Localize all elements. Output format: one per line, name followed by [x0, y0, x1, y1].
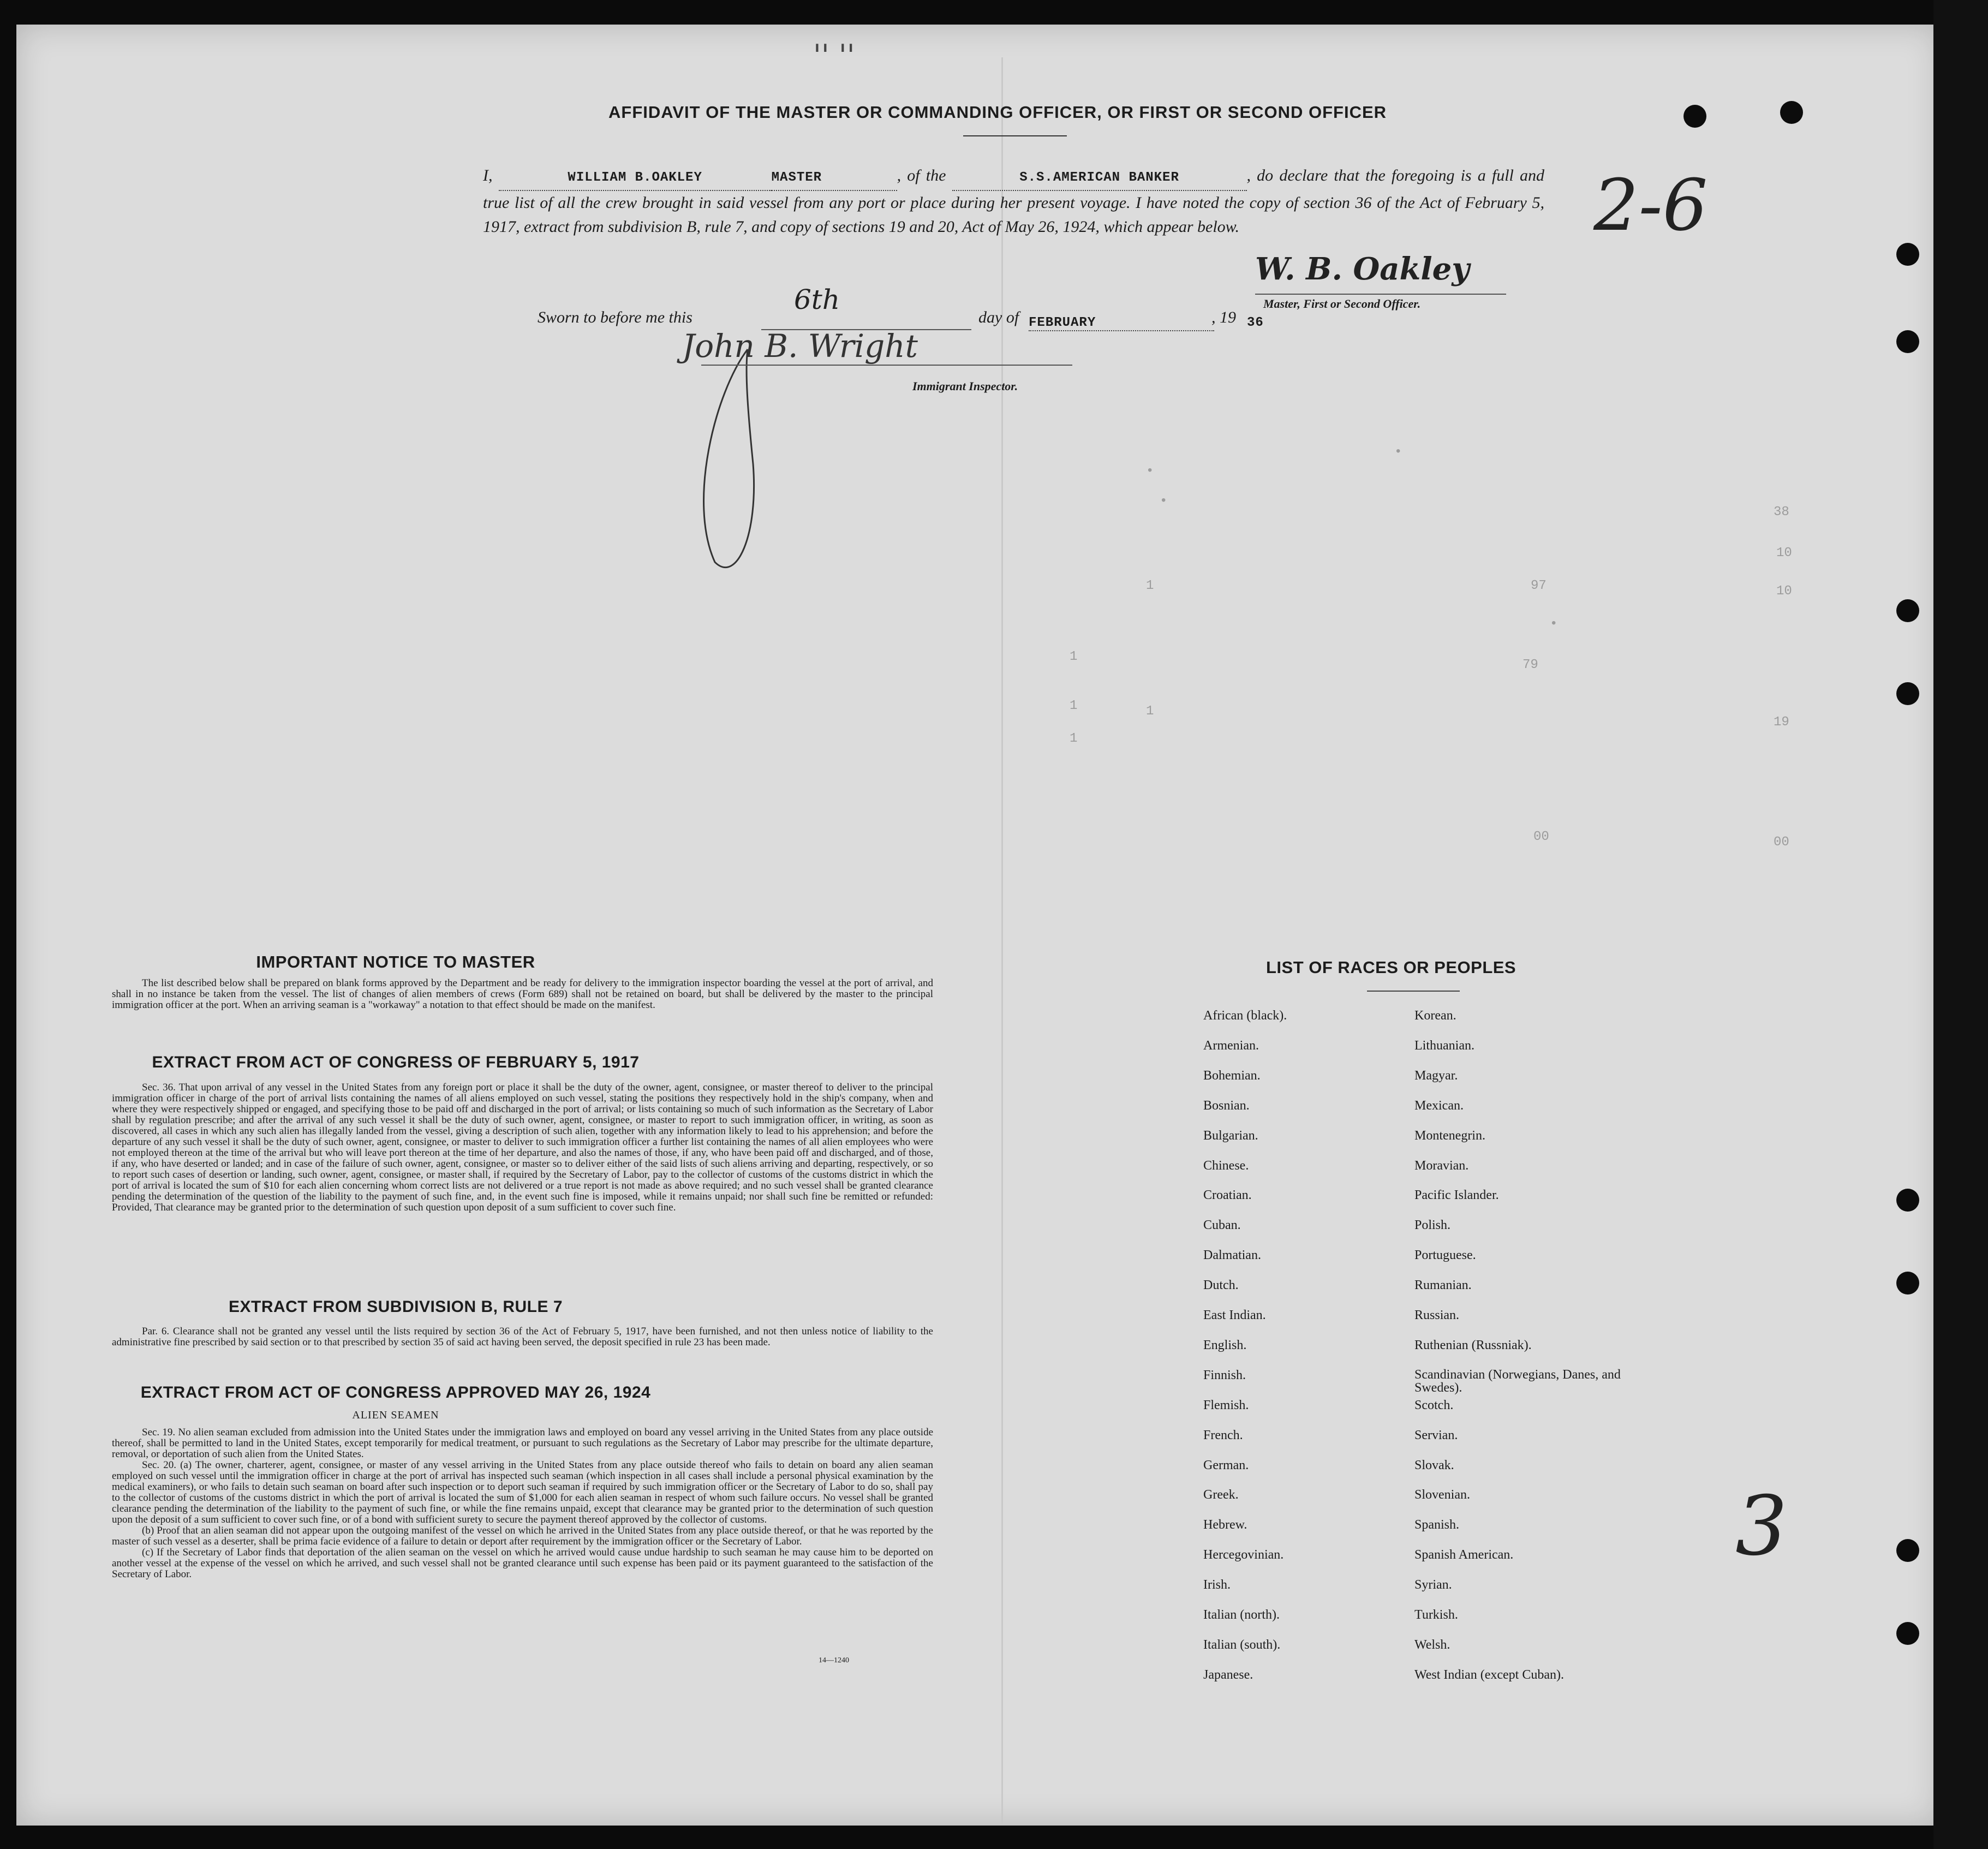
ghost-mark: 1 — [1146, 578, 1154, 593]
race-item: Bulgarian. — [1203, 1128, 1258, 1143]
punch-hole-icon — [1896, 599, 1919, 622]
inspector-caption: Immigrant Inspector. — [912, 379, 1018, 393]
signature-caption: Master, First or Second Officer. — [1263, 297, 1421, 311]
sworn-year: 36 — [1247, 315, 1264, 330]
notice-body — [112, 978, 933, 1011]
race-item: Spanish American. — [1414, 1548, 1514, 1562]
inspector-line — [701, 365, 1072, 366]
race-item: Dalmatian. — [1203, 1248, 1261, 1263]
race-item: Armenian. — [1203, 1038, 1259, 1053]
year-prefix: , 19 — [1211, 308, 1236, 326]
race-item: West Indian (except Cuban). — [1414, 1667, 1564, 1682]
extract-1924-body — [112, 1427, 933, 1580]
notice-text: The list described below shall be prepared on blank forms approved by the Department and be ready for delivery to the immigration inspector boarding the vessel at the port of arrival, and shall in no instance be taken from the vessel. The list of changes of alien members of crews (Form 689) shall not be retained on board, but shall be delivered by the master to the principal immigration officer at the port. When an arriving seaman is a "workaway" a notation to that effect should be made on the manifest. — [112, 977, 933, 1011]
race-item: Hercegovinian. — [1203, 1548, 1284, 1562]
race-item: Dutch. — [1203, 1278, 1239, 1293]
extract-1924-title: EXTRACT FROM ACT OF CONGRESS APPROVED MAY 26, 1924 — [140, 1383, 651, 1401]
sworn-month-line — [1029, 329, 1214, 331]
race-item: Italian (south). — [1203, 1637, 1281, 1652]
race-item: Ruthenian (Russniak). — [1414, 1338, 1532, 1352]
race-item: Syrian. — [1414, 1578, 1452, 1592]
section-20a-text: Sec. 20. (a) The owner, charterer, agent, consignee, or master of any vessel arriving in the United States from any place outside thereof who fails to detain on board any alien seaman employed on such vessel until the immigration officer in charge at the port of arrival has inspected such seaman (which inspection in all cases shall include a personal physical examination by the medical examiners), or who fails to detain such seaman on board after such inspection or to deport such seaman if required by such immigration officer or the Secretary of Labor to do so, shall pay to the collector of customs of the customs district in which the port of arrival is located the sum of $1,000 for each alien seaman in respect of whom such failure occurs. No vessel shall be granted clearance pending the determination of the liability to the payment of such fine, or while the fine remains unpaid, except that clearance may be granted prior to the determination of such question upon the deposit of a sum sufficient to cover such fine, or of a bond with sufficient surety to secure the payment thereof approved by the collector of customs. — [112, 1459, 933, 1525]
race-item: Korean. — [1414, 1009, 1456, 1023]
punch-hole-icon — [1896, 330, 1919, 353]
race-item: Croatian. — [1203, 1188, 1252, 1203]
race-item: Welsh. — [1414, 1637, 1450, 1652]
section-20c-text: (c) If the Secretary of Labor finds that deportation of the alien seaman on the vessel on which he arrived would cause undue hardship to such seaman he may cause him to be deported on another vessel at the expense of the vessel on which he arrived, and such vessel shall not be granted clearance until such expense has been paid or its payment guaranteed to the satisfaction of the Secretary of Labor. — [112, 1547, 933, 1580]
race-item: African (black). — [1203, 1009, 1287, 1023]
race-item: Montenegrin. — [1414, 1128, 1485, 1143]
ghost-mark: • — [1550, 617, 1558, 631]
punch-hole-icon — [1896, 1622, 1919, 1645]
declaration — [483, 164, 1544, 239]
title-rule — [963, 135, 1067, 136]
races-title: LIST OF RACES OR PEOPLES — [1266, 958, 1517, 977]
ghost-mark: 00 — [1774, 835, 1789, 850]
race-item: Moravian. — [1414, 1158, 1469, 1173]
declaration-body: that the foregoing is a full and true list of all the crew brought in said vessel from any port or place during her present voyage. I have noted the copy of section 36 of the Act of February 5, 1917, extract from subdivision B, rule 7, and copy of sections 19 and 20, Act of May 26, 1924, which appear below. — [483, 166, 1545, 236]
race-item: Slovenian. — [1414, 1488, 1470, 1502]
race-item: German. — [1203, 1458, 1249, 1472]
race-item: Polish. — [1414, 1218, 1451, 1233]
race-item: Slovak. — [1414, 1458, 1454, 1472]
ghost-mark: • — [1160, 494, 1168, 509]
race-item: Scotch. — [1414, 1398, 1454, 1412]
race-item: Spanish. — [1414, 1518, 1460, 1532]
race-item: Pacific Islander. — [1414, 1188, 1499, 1203]
section-20b-text: (b) Proof that an alien seaman did not appear upon the outgoing manifest of the vessel on which he arrived in the United States from any place outside thereof, or that he was reported by the master of such vessel as a deserter, shall be prima facie evidence of a failure to detain or deport after requirement by the immigration officer or the Secretary of Labor. — [112, 1525, 933, 1547]
declaration-i: I, — [483, 166, 493, 184]
sworn-month: FEBRUARY — [1029, 315, 1096, 330]
rule7-body — [112, 1326, 933, 1348]
affidavit-title: AFFIDAVIT OF THE MASTER OR COMMANDING OFFICER, OR FIRST OR SECOND OFFICER — [608, 103, 1387, 122]
race-item: Magyar. — [1414, 1068, 1458, 1083]
punch-hole-icon — [1896, 243, 1919, 266]
race-item: Irish. — [1203, 1578, 1231, 1592]
race-item: Rumanian. — [1414, 1278, 1472, 1293]
race-item: Servian. — [1414, 1428, 1458, 1442]
section-36-text: Sec. 36. That upon arrival of any vessel in the United States from any foreign port or place it shall be the duty of the owner, agent, consignee, or master thereof to deliver to the principal immigration officer in charge of the port of arrival lists containing the names of all aliens employed on such vessel, stating the positions they respectively hold in the ship's company, when and where they were respectively shipped or engaged, and specifying those to be paid off and discharged in the port of arrival; or lists containing so much of such information as the Secretary of Labor shall by regulation prescribe; and after the arrival of any such vessel it shall be the duty of such owner, agent, consignee, or master to report to such immigration officer, in writing, as soon as discovered, all cases in which any such alien has illegally landed from the vessel, giving a description of such alien, together with any information likely to lead to his apprehension; and before the departure of any such vessel it shall be the duty of such owner, agent, consignee, or master to deliver to such immigration officer a further list containing the names of all alien employees who were not employed thereon at the time of the arrival but who will leave port thereon at the time of her departure, and also the names of those, if any, who have been paid off and discharged, and of those, if any, who have deserted or landed; and in case of the failure of such owner, agent, consignee, or master so to deliver either of the said lists of such aliens arriving and departing, respectively, or so to report such cases of desertion or landing, such owner, agent, consignee, or master shall, if required by the Secretary of Labor, pay to the collector of customs of the customs district in which the port of arrival is located the sum of $10 for each alien concerning whom correct lists are not delivered or a true report is not made as above required; and no such vessel shall be granted clearance pending the determination of the question of the liability to the payment of such fine, and, in the event such fine is imposed, while it remains unpaid; nor shall such fine be remitted or refunded: Provided, That clearance may be granted prior to the determination of such question upon deposit of a sum sufficient to cover such fine. — [112, 1082, 933, 1213]
punch-hole-icon — [1780, 101, 1803, 124]
ghost-mark: 10 — [1776, 546, 1792, 560]
sworn-day: 6th — [794, 284, 840, 315]
do-declare-text: , do declare — [1246, 166, 1328, 184]
ghost-mark: 1 — [1070, 731, 1078, 746]
race-item: Scandinavian (Norwegians, Danes, and Swedes). — [1414, 1367, 1621, 1395]
race-item: Finnish. — [1203, 1368, 1246, 1382]
races-rule — [1367, 991, 1460, 992]
ghost-mark: 38 — [1774, 505, 1789, 520]
form-number: 14—1240 — [819, 1656, 849, 1665]
race-item: Italian (north). — [1203, 1608, 1280, 1622]
ghost-mark: 19 — [1774, 715, 1789, 730]
race-item: Lithuanian. — [1414, 1038, 1474, 1053]
race-item: Flemish. — [1203, 1398, 1249, 1412]
race-item: Greek. — [1203, 1488, 1239, 1502]
notice-title: IMPORTANT NOTICE TO MASTER — [256, 952, 535, 971]
vessel-name: S.S.AMERICAN BANKER — [1019, 170, 1179, 185]
race-item: French. — [1203, 1428, 1243, 1442]
race-item: Japanese. — [1203, 1667, 1253, 1682]
punch-hole-icon — [1896, 1189, 1919, 1212]
race-item: Cuban. — [1203, 1218, 1241, 1233]
annotation-bottom-right: 3 — [1735, 1479, 1788, 1574]
section-19-text: Sec. 19. No alien seaman excluded from admission into the United States under the immigration laws and employed on board any vessel arriving in the United States from any place outside thereof, shall be permitted to land in the United States, except temporarily for medical treatment, or pursuant to such regulations as the Secretary of Labor may prescribe for the ultimate departure, removal, or deportation of such alien from the United States. — [112, 1427, 933, 1460]
signature-line — [1255, 294, 1506, 295]
master-name: WILLIAM B.OAKLEY — [568, 170, 702, 185]
race-item: Chinese. — [1203, 1158, 1249, 1173]
ghost-mark: 00 — [1533, 830, 1549, 844]
punch-hole-icon — [1896, 682, 1919, 705]
ghost-mark: • — [1394, 445, 1402, 460]
race-item: Russian. — [1414, 1308, 1460, 1322]
race-item: Bosnian. — [1203, 1098, 1250, 1113]
ghost-mark: 10 — [1776, 584, 1792, 599]
of-the-text: , of the — [897, 166, 946, 184]
alien-seamen-subtitle: ALIEN SEAMEN — [352, 1409, 439, 1421]
race-item: Hebrew. — [1203, 1518, 1247, 1532]
sworn-text: Sworn to before me this — [538, 308, 692, 326]
race-item: Portuguese. — [1414, 1248, 1476, 1263]
punch-hole-icon — [1683, 105, 1706, 128]
ghost-mark: 1 — [1070, 649, 1078, 664]
top-marks: '' '' — [813, 38, 855, 73]
inspector-signature: John B. Wright — [682, 327, 918, 365]
ghost-mark: 97 — [1531, 578, 1547, 593]
scan-edge — [1933, 0, 1988, 1849]
punch-hole-icon — [1896, 1539, 1919, 1562]
ghost-mark: • — [1146, 464, 1154, 479]
ghost-mark: 1 — [1070, 699, 1078, 713]
ghost-mark: 1 — [1146, 704, 1154, 719]
race-item: East Indian. — [1203, 1308, 1266, 1322]
race-item: Turkish. — [1414, 1608, 1458, 1622]
master-signature: W. B. Oakley — [1255, 251, 1470, 287]
race-item: Bohemian. — [1203, 1068, 1261, 1083]
rule7-title: EXTRACT FROM SUBDIVISION B, RULE 7 — [228, 1298, 563, 1316]
race-item: English. — [1203, 1338, 1247, 1352]
par-6-text: Par. 6. Clearance shall not be granted any vessel until the lists required by section 36 of the Act of February 5, 1917, have been furnished, and not then unless notice of liability to the administrative fine prescribed by said section or to that prescribed by section 35 of said act having been served, the deposit specified in rule 23 has been made. — [112, 1326, 933, 1348]
day-of-text: day of — [978, 308, 1019, 326]
race-item: Mexican. — [1414, 1098, 1464, 1113]
extract-1917-title: EXTRACT FROM ACT OF CONGRESS OF FEBRUARY 5, 1917 — [152, 1053, 640, 1071]
annotation-top-right: 2-6 — [1593, 164, 1708, 247]
master-rank: MASTER — [771, 170, 822, 185]
punch-hole-icon — [1896, 1272, 1919, 1295]
ghost-mark: 79 — [1523, 658, 1538, 672]
extract-1917-body — [112, 1082, 933, 1213]
